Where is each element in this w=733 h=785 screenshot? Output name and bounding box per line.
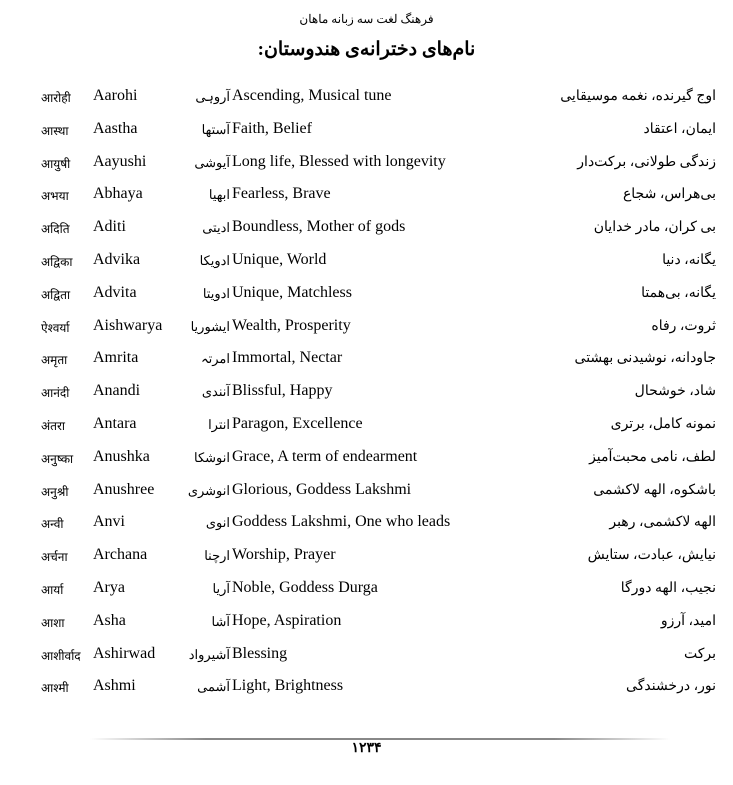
urdu-name: آریا bbox=[212, 580, 230, 596]
table-row bbox=[0, 671, 733, 704]
english-meaning: Glorious, Goddess Lakshmi bbox=[232, 480, 412, 498]
latin-name: Ashmi bbox=[93, 677, 136, 695]
english-meaning: Hope, Aspiration bbox=[232, 611, 342, 629]
hindi-name: ऐश्वर्या bbox=[41, 320, 70, 335]
persian-meaning: شاد، خوشحال bbox=[634, 384, 716, 400]
persian-meaning: نجیب، الهه دورگا bbox=[620, 580, 716, 596]
table-row bbox=[0, 245, 733, 278]
urdu-name: آیوشی bbox=[194, 154, 230, 170]
table-row bbox=[0, 311, 733, 344]
table-row bbox=[0, 475, 733, 508]
table-row bbox=[0, 606, 733, 639]
english-meaning: Noble, Goddess Durga bbox=[232, 578, 378, 596]
urdu-name: ایشوریا bbox=[190, 318, 230, 334]
latin-name: Aastha bbox=[93, 119, 138, 137]
urdu-name: امرتہ bbox=[201, 351, 230, 367]
hindi-name: अदिति bbox=[41, 222, 70, 237]
table-row bbox=[0, 507, 733, 540]
latin-name: Anushree bbox=[93, 480, 155, 498]
hindi-name: आयुषी bbox=[41, 156, 71, 171]
english-meaning: Long life, Blessed with longevity bbox=[232, 152, 446, 170]
persian-meaning: امید، آرزو bbox=[660, 613, 716, 629]
urdu-name: آروہی bbox=[195, 89, 230, 104]
latin-name: Advika bbox=[93, 250, 141, 268]
urdu-name: آنندی bbox=[201, 384, 230, 400]
english-meaning: Fearless, Brave bbox=[232, 185, 331, 203]
english-meaning: Blissful, Happy bbox=[232, 382, 333, 400]
latin-name: Aishwarya bbox=[93, 316, 163, 334]
persian-meaning: یگانه، دنیا bbox=[662, 252, 716, 268]
table-row bbox=[0, 376, 733, 409]
hindi-name: आश्मी bbox=[41, 681, 69, 696]
persian-meaning: بی‌هراس، شجاع bbox=[622, 187, 716, 203]
persian-meaning: ثروت، رفاه bbox=[651, 318, 716, 334]
english-meaning: Immortal, Nectar bbox=[232, 349, 343, 367]
table-row bbox=[0, 409, 733, 442]
names-table bbox=[0, 81, 733, 704]
latin-name: Asha bbox=[93, 611, 126, 629]
latin-name: Advita bbox=[93, 283, 137, 301]
table-row bbox=[0, 442, 733, 475]
hindi-name: आर्या bbox=[41, 582, 64, 597]
hindi-name: आशीर्वाद bbox=[41, 648, 81, 663]
urdu-name: انوی bbox=[205, 515, 230, 531]
urdu-name: ابھیا bbox=[208, 187, 230, 203]
english-meaning: Worship, Prayer bbox=[232, 546, 336, 564]
table-row bbox=[0, 114, 733, 147]
latin-name: Archana bbox=[93, 546, 148, 564]
english-meaning: Light, Brightness bbox=[232, 677, 344, 695]
urdu-name: ارچنا bbox=[204, 548, 230, 564]
latin-name: Anvi bbox=[93, 513, 125, 531]
english-meaning: Faith, Belief bbox=[232, 119, 312, 137]
latin-name: Arya bbox=[93, 578, 125, 596]
urdu-name: آشیرواد bbox=[188, 646, 230, 662]
urdu-name: آشمی bbox=[197, 679, 230, 695]
persian-meaning: باشکوه، الهه لاکشمی bbox=[593, 482, 716, 498]
hindi-name: आशा bbox=[41, 615, 65, 630]
english-meaning: Paragon, Excellence bbox=[232, 414, 363, 432]
english-meaning: Wealth, Prosperity bbox=[232, 316, 351, 334]
page-number: ۱۲۳۴ bbox=[351, 741, 382, 756]
urdu-name: انوشکا bbox=[194, 449, 230, 465]
latin-name: Amrita bbox=[93, 349, 139, 367]
urdu-name: آشا bbox=[211, 613, 230, 629]
hindi-name: अनुष्का bbox=[41, 451, 74, 466]
latin-name: Aayushi bbox=[93, 152, 147, 170]
page-title: نام‌های دخترانه‌ی هندوستان: bbox=[257, 39, 476, 60]
persian-meaning: بی کران، مادر خدایان bbox=[593, 220, 716, 236]
table-row bbox=[0, 573, 733, 606]
hindi-name: अर्चना bbox=[41, 550, 68, 565]
table-row bbox=[0, 278, 733, 311]
table-row bbox=[0, 179, 733, 212]
persian-meaning: اوج گیرنده، نغمه موسیقایی bbox=[560, 89, 716, 104]
latin-name: Ashirwad bbox=[93, 644, 156, 662]
persian-meaning: نیایش، عبادت، ستایش bbox=[587, 548, 716, 564]
hindi-name: अंतरा bbox=[41, 418, 66, 433]
english-meaning: Ascending, Musical tune bbox=[232, 87, 392, 104]
persian-meaning: جاودانه، نوشیدنی بهشتی bbox=[574, 351, 716, 367]
persian-meaning: یگانه، بی‌همتا bbox=[641, 285, 716, 301]
urdu-name: ادویتا bbox=[202, 285, 230, 301]
table-row bbox=[0, 212, 733, 245]
persian-meaning: لطف، نامی محبت‌آمیز bbox=[589, 449, 716, 465]
book-header: فرهنگ لغت سه زبانه ماهان bbox=[299, 12, 434, 26]
table-row bbox=[0, 343, 733, 376]
persian-meaning: ایمان، اعتقاد bbox=[643, 121, 716, 137]
hindi-name: अद्विका bbox=[41, 254, 73, 269]
latin-name: Aarohi bbox=[93, 87, 138, 104]
latin-name: Anandi bbox=[93, 382, 141, 400]
persian-meaning: برکت bbox=[683, 646, 716, 662]
english-meaning: Unique, Matchless bbox=[232, 283, 352, 301]
persian-meaning: نمونه کامل، برتری bbox=[610, 416, 716, 432]
persian-meaning: الهه لاکشمی، رهبر bbox=[609, 515, 716, 531]
urdu-name: انوشری bbox=[187, 482, 230, 498]
persian-meaning: زندگی طولانی، برکت‌دار bbox=[577, 154, 716, 170]
latin-name: Aditi bbox=[93, 218, 126, 236]
hindi-name: आस्था bbox=[41, 123, 69, 138]
hindi-name: अभया bbox=[41, 189, 69, 204]
urdu-name: ادیتی bbox=[202, 220, 230, 236]
hindi-name: अन्वी bbox=[41, 517, 64, 532]
urdu-name: آستھا bbox=[201, 121, 230, 137]
hindi-name: अमृता bbox=[41, 353, 68, 368]
english-meaning: Goddess Lakshmi, One who leads bbox=[232, 513, 451, 531]
latin-name: Antara bbox=[93, 414, 137, 432]
table-row bbox=[0, 540, 733, 573]
english-meaning: Boundless, Mother of gods bbox=[232, 218, 406, 236]
table-row bbox=[0, 81, 733, 114]
urdu-name: انترا bbox=[208, 416, 230, 432]
hindi-name: आरोही bbox=[41, 91, 71, 105]
table-row bbox=[0, 639, 733, 672]
table-row bbox=[0, 147, 733, 180]
english-meaning: Blessing bbox=[232, 644, 288, 662]
hindi-name: अनुश्री bbox=[41, 484, 69, 499]
latin-name: Anushka bbox=[93, 447, 150, 465]
english-meaning: Unique, World bbox=[232, 250, 327, 268]
urdu-name: ادویکا bbox=[199, 252, 230, 268]
hindi-name: अद्विता bbox=[41, 287, 71, 302]
persian-meaning: نور، درخشندگی bbox=[626, 679, 716, 695]
hindi-name: आनंदी bbox=[41, 386, 70, 401]
english-meaning: Grace, A term of endearment bbox=[232, 447, 418, 465]
latin-name: Abhaya bbox=[93, 185, 143, 203]
